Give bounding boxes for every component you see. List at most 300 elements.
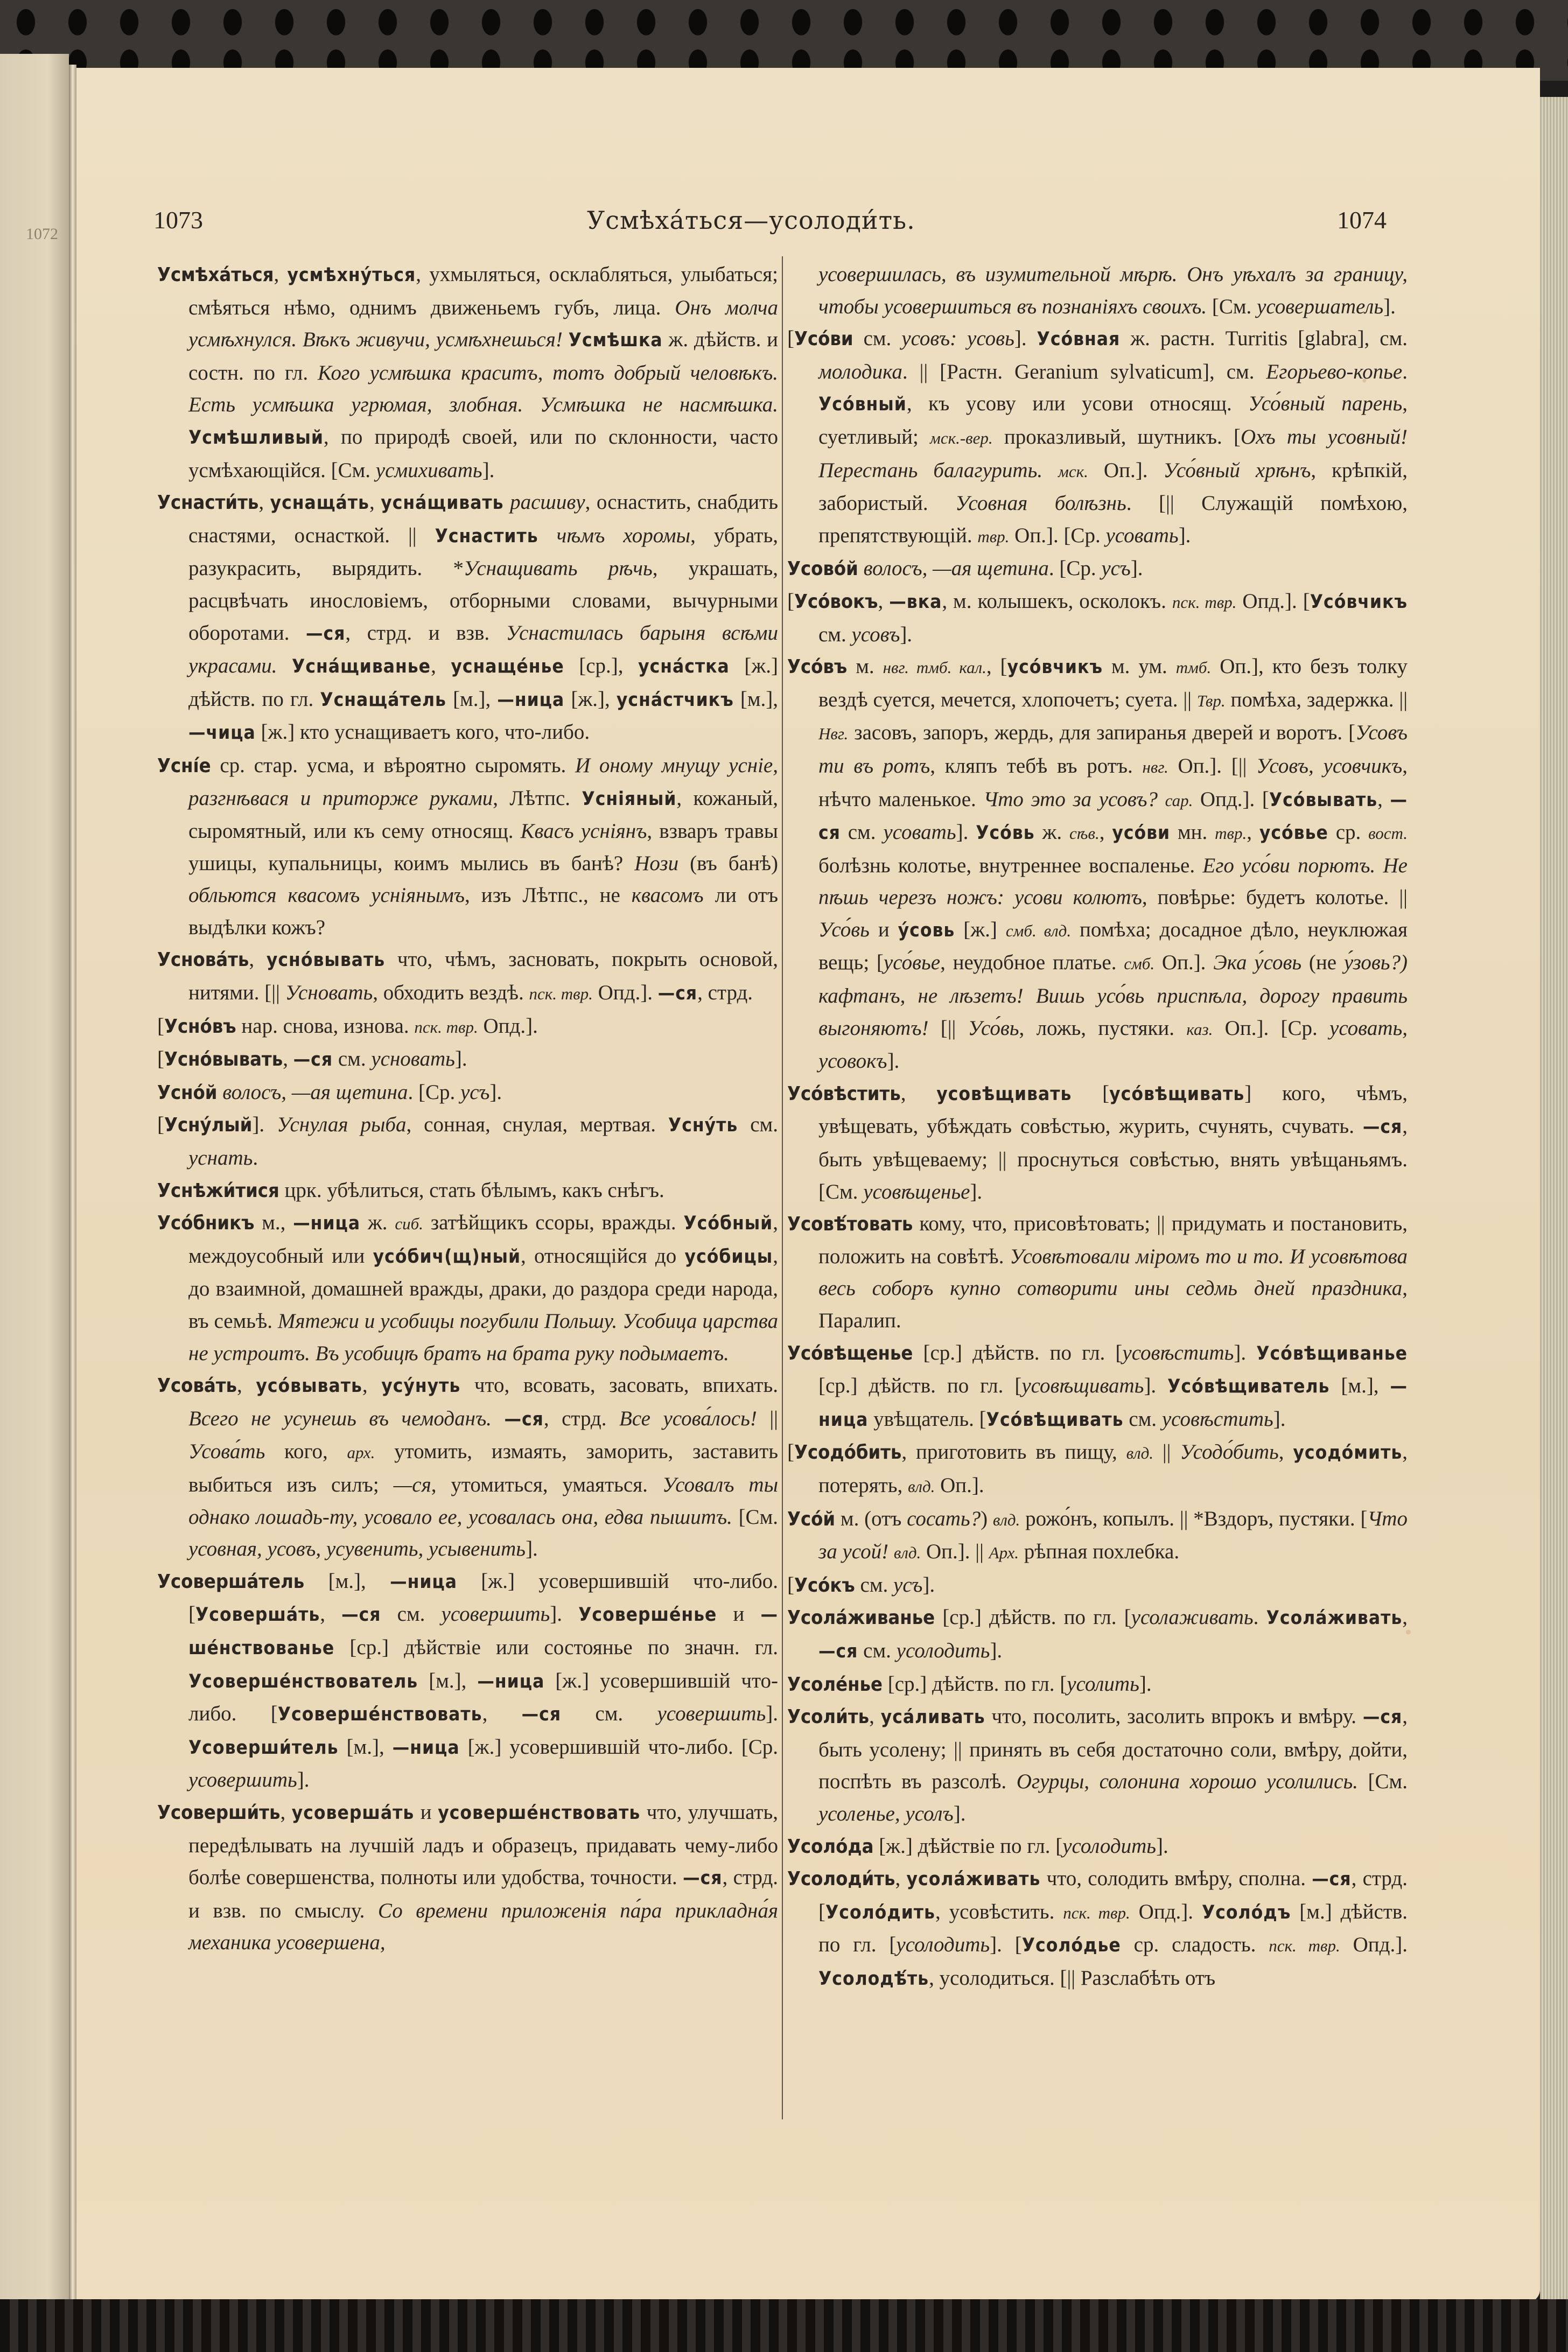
italic-text: Эка у́совь: [1213, 951, 1302, 975]
definition-text: , м. колышекъ, осколокъ.: [942, 589, 1172, 613]
definition-text: ,: [878, 589, 890, 613]
italic-text: Усовъ, усовчикъ: [1256, 754, 1403, 778]
headword: Усо́вокъ: [794, 590, 878, 613]
italic-text: уснать: [188, 1146, 253, 1170]
italic-text: пск. твр.: [414, 1017, 478, 1037]
definition-text: ,: [274, 263, 288, 286]
definition-text: . [Ср.: [408, 1080, 460, 1104]
definition-text: помѣха, задержка. ||: [1225, 688, 1408, 711]
dictionary-entry: [787, 650, 1408, 1077]
bold-form: усо́бич(щ)ный: [373, 1245, 521, 1268]
definition-text: [м.],: [446, 687, 498, 711]
italic-text: расшиву: [510, 491, 585, 514]
definition-text: , крѣпкій, забористый.: [818, 458, 1408, 515]
definition-text: рожо́нъ, копылъ. || *Вздоръ, пустяки. [: [1020, 1507, 1368, 1530]
definition-text: [: [787, 589, 794, 613]
bold-form: уса́ливать: [880, 1706, 985, 1728]
italic-text: Усо́вь: [818, 918, 870, 941]
italic-text: усовершить: [657, 1702, 766, 1726]
italic-text: усовать: [883, 821, 956, 844]
bold-form: усна́стчикъ: [616, 689, 734, 711]
definition-text: что, улучшать, передѣлывать на лучшій ладъ и образецъ, придавать чему-либо болѣе совершенства, полноты или удобства, точности.: [188, 1800, 779, 1889]
bold-form: —ница: [390, 1571, 457, 1593]
definition-text: Опд.].: [1340, 1933, 1408, 1957]
definition-text: м. ум.: [1103, 655, 1176, 678]
bold-form: усола́живать: [906, 1868, 1041, 1891]
definition-text: , утомиться, умаяться.: [431, 1473, 662, 1496]
bold-form: Усо́вная: [1037, 328, 1121, 351]
italic-text: волосъ, —ая щетина: [863, 557, 1049, 580]
italic-text: Охъ ты усовный! Перестань балагурить.: [818, 425, 1408, 482]
headword: Усова́ть: [157, 1375, 237, 1397]
italic-text: нвг. тмб. кал.: [883, 658, 986, 677]
definition-text: ,: [283, 1047, 293, 1071]
definition-text: ].: [922, 1573, 935, 1597]
definition-text: ,: [237, 1374, 256, 1397]
definition-text: рѣпная похлебка.: [1018, 1540, 1180, 1564]
bold-form: Усоверше́нье: [578, 1604, 717, 1626]
definition-text: [ж.] дѣйств. по гл.: [188, 654, 779, 711]
definition-text: ].: [1156, 1834, 1168, 1858]
italic-text: Кого усмѣшка краситъ, тотъ добрый человѣкъ. Есть усмѣшка угрюмая, злобная. Усмѣшка не насмѣшка.: [188, 361, 778, 417]
italic-text: арх.: [347, 1443, 375, 1462]
definition-text: , Паралип.: [818, 1277, 1408, 1332]
right-column: [787, 258, 1408, 1995]
dictionary-entry: [787, 1503, 1408, 1569]
italic-text: Твр.: [1196, 691, 1226, 710]
italic-text: —ся: [393, 1473, 431, 1496]
headword: Усоли́ть: [787, 1706, 870, 1728]
italic-text: нвг.: [1142, 757, 1168, 776]
italic-text: усъ: [1101, 557, 1131, 580]
running-head: [153, 200, 1387, 243]
definition-text: ].: [454, 1047, 467, 1071]
bold-form: Усмѣшливый: [188, 426, 324, 449]
bold-form: Уснаща́тель: [320, 689, 446, 711]
italic-text: сиб.: [395, 1214, 423, 1234]
dictionary-entry: [157, 1369, 778, 1565]
definition-text: ,: [320, 1602, 342, 1626]
definition-text: [м.],: [338, 1735, 393, 1759]
bold-form: усо́вье: [1259, 822, 1328, 844]
bold-form: Усо́бный: [683, 1213, 773, 1235]
bold-form: —ся: [341, 1604, 381, 1626]
page-number-left: 1073: [153, 206, 203, 234]
definition-text: см.: [858, 1639, 897, 1662]
definition-text: ,: [249, 948, 267, 971]
page-stack-edge: [1540, 97, 1568, 2305]
definition-text: , Лѣтпс.: [493, 786, 582, 810]
definition-text: Оп.]. [Ср.: [1213, 1016, 1330, 1040]
headword: Усола́живанье: [787, 1607, 935, 1629]
definition-text: [ж.] усовершившій что-либо. [: [188, 1569, 778, 1626]
definition-text: ].: [970, 1180, 983, 1203]
definition-text: (не: [1301, 951, 1344, 975]
definition-text: ].: [990, 1639, 1003, 1662]
dictionary-entry: [787, 1208, 1408, 1336]
headword: Усо́въ: [787, 656, 848, 678]
italic-text: Его усо́ви порютъ. Не пѣшь черезъ ножъ: усови колютъ: [818, 853, 1408, 909]
italic-text: вост.: [1368, 824, 1408, 843]
italic-text: Квасъ усніянъ: [520, 820, 647, 843]
bold-form: —ся: [504, 1408, 544, 1430]
bold-form: —вка: [889, 591, 942, 613]
bold-form: Уснастить: [435, 525, 538, 547]
dictionary-entry: [157, 1076, 778, 1109]
italic-text: сар.: [1165, 790, 1193, 810]
definition-text: ].: [956, 821, 976, 844]
bold-form: —ница: [293, 1213, 361, 1235]
italic-text: мск.-вер.: [930, 428, 993, 447]
definition-text: ,: [1099, 821, 1112, 844]
definition-text: , до взаимной, домашней вражды, драки, до раздора среди народа, въ семьѣ.: [188, 1244, 778, 1333]
italic-text: смб.: [1124, 954, 1155, 974]
dictionary-entry: [157, 943, 778, 1010]
dictionary-entry: [787, 1668, 1408, 1701]
book-gutter: [69, 65, 76, 2321]
italic-text: обльются квасомъ усніянымъ: [188, 884, 465, 907]
dictionary-entry: [157, 1174, 778, 1207]
dictionary-entry: [787, 1863, 1408, 1995]
definition-text: ].: [550, 1602, 579, 1626]
headword: Уснова́ть: [157, 949, 249, 971]
definition-text: [ж.] усовершившій что-либо. [Ср.: [459, 1735, 779, 1759]
definition-text: ||: [757, 1406, 778, 1430]
definition-text: нар. снова, изнова.: [236, 1014, 415, 1038]
italic-text: Уснулая рыба: [277, 1113, 407, 1137]
italic-text: влд.: [1126, 1444, 1154, 1463]
definition-text: ].: [482, 458, 495, 482]
definition-text: и: [717, 1602, 761, 1626]
previous-page-edge: [0, 54, 69, 2326]
bold-form: уснаще́нье: [451, 656, 564, 678]
definition-text: , нѣчто маленькое.: [818, 754, 1408, 811]
headword: Усно́въ: [164, 1015, 236, 1038]
definition-text: см.: [1123, 1407, 1162, 1431]
dictionary-entry: [157, 1109, 778, 1174]
definition-text: , быть увѣщеваему; || проснуться совѣстью, внять увѣщаньямъ. [См.: [818, 1115, 1408, 1203]
italic-text: усмихивать: [375, 458, 482, 482]
definition-text: ].: [1139, 1672, 1152, 1696]
definition-text: , украшать, расцвѣчать инословіемъ, отборными словами, вычурными оборотами.: [188, 557, 779, 645]
italic-text: каз.: [1186, 1019, 1213, 1039]
italic-text: мск.: [1058, 461, 1088, 481]
italic-text: сѣв.: [1069, 824, 1100, 843]
bold-form: у́совь: [898, 919, 955, 941]
bold-form: Усну́ть: [668, 1115, 738, 1137]
definition-text: [м.],: [1329, 1374, 1390, 1398]
definition-text: ,: [258, 491, 270, 514]
bold-form: усовѣщивать: [936, 1083, 1072, 1105]
bold-form: —ся: [521, 1704, 562, 1726]
italic-text: усо́вье: [883, 951, 941, 975]
italic-text: усолодить: [896, 1639, 990, 1662]
italic-text: влд.: [907, 1476, 935, 1496]
headword: Уснасти́ть: [157, 492, 259, 514]
italic-text: усовъ: усовь: [901, 327, 1014, 351]
definition-text: [ср.] дѣйств. по гл. [: [935, 1606, 1131, 1629]
italic-text: усолодить: [1062, 1834, 1157, 1858]
definition-text: , потерять,: [818, 1440, 1408, 1497]
bold-form: Усоло́дъ: [1201, 1901, 1291, 1923]
italic-text: усовѣстить: [1161, 1407, 1273, 1431]
definition-text: Оп.], кто безъ толку вездѣ суется, мечется, хлопочетъ; суета. ||: [818, 655, 1408, 711]
italic-text: пск. твр.: [1172, 592, 1237, 612]
dictionary-entry: [157, 750, 778, 944]
definition-text: ,: [869, 1705, 881, 1728]
definition-text: .: [253, 1146, 258, 1170]
definition-text: что, всовать, засовать, впихать.: [460, 1374, 779, 1397]
italic-text: усолаживать: [1131, 1606, 1254, 1629]
definition-text: , ложь, пустяки.: [1019, 1016, 1187, 1040]
italic-text: усовать, усовокъ: [818, 1016, 1408, 1073]
definition-text: Опд.]. [: [1236, 589, 1310, 613]
bold-form: Усоверша́ть: [195, 1604, 320, 1626]
bold-form: усо́вывать: [256, 1375, 362, 1397]
italic-text: усовѣстить: [1122, 1341, 1234, 1364]
definition-text: увѣщатель. [: [868, 1407, 986, 1431]
definition-text: затѣйщикъ ссоры, вражды.: [423, 1211, 684, 1235]
bold-form: Усо́вь: [976, 822, 1035, 844]
italic-text: Усодо́бить: [1180, 1440, 1279, 1464]
definition-text: Опд.].: [592, 981, 658, 1005]
bold-form: —ся: [293, 1049, 333, 1071]
dictionary-entry: [157, 1796, 778, 1959]
definition-text: , стрд.: [697, 981, 753, 1005]
bold-form: Усніяный: [582, 788, 677, 810]
definition-text: [538, 524, 557, 547]
definition-text: болѣзнь колотье, внутреннее воспаленье.: [818, 853, 1203, 877]
bold-form: усо́ви: [1112, 822, 1171, 844]
definition-text: ж.: [1034, 821, 1070, 844]
definition-text: м.: [847, 655, 883, 678]
bold-form: усоверша́ть: [291, 1802, 415, 1824]
bold-form: Усоло́дье: [1021, 1935, 1121, 1957]
dictionary-entry: [157, 258, 778, 486]
bold-form: Усо́вѣщиватель: [1167, 1376, 1330, 1398]
definition-text: ,: [362, 1374, 382, 1397]
bold-form: —ся: [1362, 1116, 1403, 1138]
bold-form: Усо́вный: [818, 394, 907, 416]
italic-text: Всего не усунешь въ чемоданъ.: [188, 1406, 505, 1430]
headword: Усоло́да: [787, 1835, 874, 1858]
italic-text: Усо́вный хрѣнъ: [1163, 458, 1311, 482]
definition-text: [ж.] усовершившій что-либо. [: [188, 1669, 779, 1726]
bold-form: Усоло́дить: [825, 1901, 935, 1923]
headword: Уснѣжи́тися: [157, 1179, 279, 1202]
definition-text: [: [787, 1573, 794, 1597]
definition-text: ].: [252, 1113, 277, 1137]
italic-text: усовершатель: [1257, 295, 1384, 318]
headword: Усно́вывать: [164, 1048, 283, 1071]
definition-text: ,: [482, 1702, 522, 1726]
definition-text: , по природѣ своей, или по склонности, часто усмѣхающійся. [См.: [188, 425, 778, 482]
italic-text: Нвг.: [818, 724, 849, 744]
italic-text: чѣмъ хоромы: [556, 523, 691, 547]
dictionary-entry: [157, 1207, 778, 1369]
italic-text: пск. твр.: [1269, 1936, 1340, 1956]
headword: Усоле́нье: [787, 1673, 883, 1696]
definition-text: .: [1253, 1606, 1266, 1629]
italic-text: усовѣщивать: [1021, 1374, 1144, 1398]
italic-text: Усовная болѣзнь: [955, 492, 1126, 515]
italic-text: Уснащивать рѣчь: [463, 557, 653, 580]
dictionary-entry: [787, 585, 1408, 650]
italic-text: усоленье, усолъ: [818, 1802, 954, 1825]
definition-text: ли отъ выдѣлки кожъ?: [188, 884, 779, 939]
italic-text: пск. твр.: [529, 984, 593, 1004]
bold-form: —ся: [818, 1640, 858, 1662]
italic-text: усовъ: [851, 622, 900, 646]
headword: Усо́вѣстить: [787, 1082, 901, 1105]
definition-text: засовъ, запоръ, жердь, для запиранья дверей и воротъ. [: [848, 721, 1356, 745]
definition-text: [См.: [732, 1505, 778, 1529]
definition-text: Оп.]. [Ср.: [1009, 523, 1106, 547]
headword: Усні́е: [157, 754, 211, 777]
italic-text: усновать: [371, 1047, 455, 1071]
italic-text: усовная, усовъ, усувенить, усывенить: [188, 1537, 526, 1561]
definition-text: [ж.] кто уснащиваетъ кого, что-либо.: [255, 720, 590, 744]
italic-text: Мятежи и усобицы погубили Польшу. Усобица царства не устроитъ. Въ усобицѣ братъ на брата руку подымаетъ.: [188, 1310, 778, 1365]
definition-text: ].: [1273, 1407, 1286, 1431]
italic-text: Все усова́лось!: [619, 1406, 757, 1430]
headword: Усо́бникъ: [157, 1212, 255, 1235]
definition-text: м.,: [254, 1211, 293, 1235]
italic-text: Усовѣтовали міромъ то и то. И усовѣтова весь соборъ купно сотворити ины седмь дней праздника: [818, 1244, 1408, 1300]
definition-text: , стрд.: [543, 1406, 620, 1430]
headword: Усо́вѣщенье: [787, 1342, 913, 1364]
italic-text: Усовалъ ты однако лошадь-ту, усовало ее, усовалась она, едва пышитъ.: [188, 1473, 778, 1529]
definition-text: см.: [818, 622, 852, 646]
headword: Усоверша́тель: [157, 1570, 305, 1593]
italic-text: Усо́вь: [968, 1016, 1019, 1040]
bold-form: —ница: [477, 1670, 545, 1692]
dictionary-entry: [157, 1010, 778, 1044]
definition-text: Опд.]. [: [1193, 787, 1269, 811]
italic-text: Арх.: [989, 1543, 1019, 1563]
bold-form: усо́бицы: [684, 1245, 773, 1268]
definition-text: ].: [1234, 1341, 1257, 1364]
definition-text: ,: [1402, 1606, 1408, 1629]
bold-form: —ница: [818, 1376, 1408, 1431]
definition-text: [м.],: [418, 1669, 478, 1692]
definition-text: . [Ср.: [1048, 557, 1102, 580]
definition-text: [858, 557, 864, 580]
definition-text: , усовѣстить.: [935, 1900, 1063, 1923]
definition-text: [504, 491, 510, 514]
italic-text: сосать?: [907, 1507, 981, 1530]
dictionary-entry: [787, 1830, 1408, 1863]
dictionary-entry: [157, 1565, 778, 1796]
italic-text: Усо́вный парень: [1248, 392, 1403, 416]
left-column: [157, 258, 778, 1959]
bold-form: уснаща́ть: [270, 492, 369, 514]
dictionary-entry: [787, 1700, 1408, 1830]
definition-text: ].: [297, 1768, 310, 1792]
definition-text: ,: [431, 654, 451, 678]
definition-text: ,: [1247, 821, 1259, 844]
italic-text: усъ: [893, 1573, 923, 1597]
definition-text: [ж.],: [564, 687, 617, 711]
bold-form: —ше́нствованье: [188, 1604, 778, 1659]
definition-text: [ср.] дѣйствіе или состоянье по значн. гл.: [334, 1635, 778, 1659]
headword: Усоверши́ть: [157, 1801, 281, 1824]
definition-text: [: [157, 1014, 164, 1038]
italic-text: твр.: [1215, 824, 1247, 843]
column-divider: [782, 256, 783, 2119]
headword: Усно́й: [157, 1081, 218, 1104]
italic-text: волосъ, —ая щетина: [222, 1080, 408, 1104]
previous-page-number: 1072: [26, 225, 58, 243]
definition-text: ): [981, 1507, 993, 1530]
definition-text: , къ усову или усови относящ.: [906, 392, 1249, 416]
definition-text: , повѣрье: будетъ колотье. ||: [1142, 886, 1408, 909]
definition-text: ].: [1178, 523, 1191, 547]
definition-text: , приготовить въ пищу,: [901, 1440, 1126, 1464]
definition-text: ж. дѣйств. и состн. по гл.: [188, 328, 778, 384]
bold-form: Усоверши́тель: [188, 1737, 339, 1759]
definition-text: [: [157, 1047, 164, 1071]
italic-text: у́зовь?) кафтанъ, не лѣзетъ! Вишь усо́вь приспѣла, дорогу править выгоняютъ!: [818, 951, 1408, 1040]
bold-form: усмѣхну́ться: [287, 264, 416, 286]
definition-text: ].: [1144, 1374, 1168, 1398]
italic-text: Онъ молча усмѣхнулся. Вѣкъ живучи, усмѣхнешься!: [188, 296, 778, 352]
definition-text: см.: [333, 1047, 372, 1071]
bold-form: —ся: [1362, 1706, 1403, 1728]
headword: Усовѣ́товать: [787, 1213, 913, 1236]
italic-text: усъ: [460, 1080, 490, 1104]
bold-form: —ся: [1312, 1868, 1352, 1891]
definition-text: , оснастить, снабдить снастями, оснасткой. ||: [188, 491, 778, 547]
definition-text: ]. [: [990, 1933, 1022, 1957]
definition-text: , неудобное платье.: [940, 951, 1124, 975]
definition-text: [: [1072, 1081, 1110, 1105]
definition-text: [ср.] дѣйств. по гл. [: [818, 1374, 1022, 1398]
dictionary-entry: [787, 1601, 1408, 1668]
bold-form: —ница: [392, 1737, 460, 1759]
bold-form: Усолодѣ́ть: [818, 1968, 929, 1990]
definition-text: ,: [1278, 1440, 1293, 1464]
italic-text: И оному мнущу усніе, разгнѣвася и приторже руками: [188, 753, 778, 810]
definition-text: , [: [986, 655, 1007, 678]
definition-text: см.: [840, 821, 884, 844]
bold-form: —ся: [657, 983, 698, 1005]
definition-text: [м.],: [304, 1569, 390, 1593]
definition-text: [См.: [1358, 1770, 1408, 1794]
italic-text: смб. влд.: [1005, 921, 1072, 940]
definition-text: ,: [369, 491, 381, 514]
definition-text: [м.],: [733, 687, 779, 711]
headword: Усо́къ: [794, 1574, 855, 1597]
definition-text: Опд.].: [478, 1014, 538, 1038]
definition-text: , быть усолену; || принять въ себя достаточно соли, вмѣру, дойти, поспѣть въ разсолѣ.: [818, 1705, 1408, 1794]
definition-text: утомить, измаять, заморить, заставить выбиться изъ силъ;: [188, 1440, 778, 1496]
italic-text: усолить: [1067, 1672, 1139, 1696]
definition-text: [1042, 459, 1058, 482]
definition-text: Оп.]. [||: [1168, 754, 1257, 778]
definition-text: [ср.],: [564, 654, 639, 678]
definition-text: Опд.].: [1130, 1900, 1202, 1923]
definition-text: , стрд. и взв.: [345, 621, 506, 645]
definition-text: ,: [280, 1800, 292, 1824]
definition-text: [888, 1540, 894, 1563]
bold-form: Усо́вчикъ: [1310, 591, 1408, 613]
italic-text: усовершить: [441, 1602, 550, 1626]
italic-text: усовать: [1105, 523, 1179, 547]
headword: Усмѣха́ться: [157, 264, 274, 286]
definition-text: . || [Растн. Geranium sylvaticum], см.: [902, 360, 1266, 383]
definition-text: [218, 1081, 223, 1104]
